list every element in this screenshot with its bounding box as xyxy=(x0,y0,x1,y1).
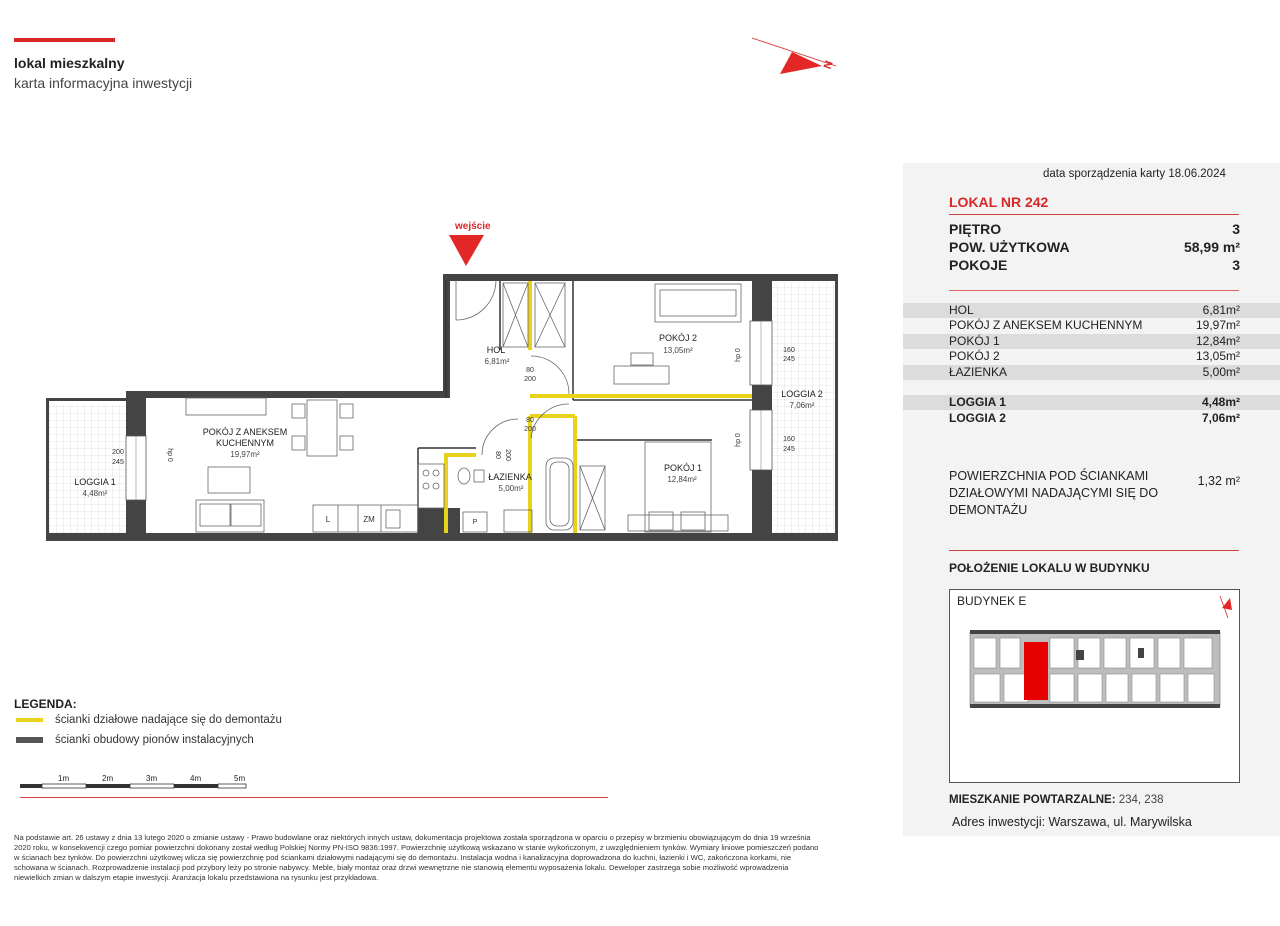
door-dim-3-h: 200 xyxy=(504,449,511,461)
pow-label: POW. UŻYTKOWA xyxy=(949,239,1070,255)
address: Adres inwestycji: Warszawa, ul. Marywilska xyxy=(952,815,1192,829)
hp-label-1: hp 0 xyxy=(735,348,742,362)
kitchen-label-p: P xyxy=(472,519,478,526)
north-arrow-icon xyxy=(752,38,836,74)
position-title: POŁOŻENIE LOKALU W BUDYNKU xyxy=(949,561,1150,575)
pokoje-value: 3 xyxy=(1232,257,1240,273)
legend-title: LEGENDA: xyxy=(14,697,77,711)
apartment-highlight xyxy=(1024,642,1048,700)
legend-swatch-gray xyxy=(16,737,43,743)
divider-line xyxy=(20,797,608,798)
room-label-pokoj1: POKÓJ 1 xyxy=(663,463,703,473)
kitchen-label-l: L xyxy=(325,515,331,524)
room-label-pokoj2: POKÓJ 2 xyxy=(658,333,698,343)
door-dim-1-h: 200 xyxy=(524,376,536,383)
room-label-lazienka: ŁAZIENKA xyxy=(488,472,532,482)
date-value: 18.06.2024 xyxy=(1168,168,1226,180)
room-area: 19,97m² xyxy=(1195,318,1240,332)
room-name: POKÓJ 1 xyxy=(949,334,1000,348)
room-area-lazienka: 5,00m² xyxy=(498,484,524,493)
loggia-name: LOGGIA 1 xyxy=(949,395,1006,409)
demountable-note: POWIERZCHNIA POD ŚCIANKAMI DZIAŁOWYMI NADAJĄCYMI SIĘ DO DEMONTAŻU xyxy=(949,469,1159,517)
entrance-label: wejście xyxy=(455,221,491,232)
room-name: HOL xyxy=(949,303,974,317)
room-area: 5,00m² xyxy=(1202,365,1240,379)
door-dim-1-w: 80 xyxy=(526,367,534,374)
door-dim-2-w: 80 xyxy=(526,417,534,424)
north-arrow-small-icon xyxy=(1220,596,1232,618)
pietro-label: PIĘTRO xyxy=(949,221,1002,237)
room-label-loggia1: LOGGIA 1 xyxy=(74,477,116,487)
divider-red-2 xyxy=(949,290,1239,291)
window-dim-2-h: 245 xyxy=(783,446,795,453)
loggia-1-area xyxy=(48,405,126,533)
pokoje-label: POKOJE xyxy=(949,257,1008,273)
room-area-hol: 6,81m² xyxy=(484,357,510,366)
date-row: data sporządzenia karty 18.06.2024 xyxy=(1043,168,1226,180)
repeat-value: 234, 238 xyxy=(1118,794,1164,806)
room-label-aneks-2: KUCHENNYM xyxy=(215,438,275,448)
door-dim-3-w: 80 xyxy=(494,451,501,459)
entrance-arrow-icon xyxy=(449,235,484,266)
scale-label-2m: 2m xyxy=(102,774,114,783)
north-label: N xyxy=(821,59,836,71)
room-name: POKÓJ 2 xyxy=(949,349,1000,363)
building-key-plan xyxy=(950,590,1237,780)
divider-red xyxy=(949,214,1239,215)
scale-bar xyxy=(20,774,246,788)
document-title: lokal mieszkalny xyxy=(14,55,125,71)
loggia-name: LOGGIA 2 xyxy=(949,411,1006,425)
door-dim-2-h: 200 xyxy=(524,426,536,433)
room-area-pokoj2: 13,05m² xyxy=(663,346,693,355)
loggia-area: 7,06m² xyxy=(1201,411,1240,425)
scale-label-1m: 1m xyxy=(58,774,70,783)
pow-value: 58,99 m² xyxy=(1183,239,1240,255)
hp-label-3: hp 0 xyxy=(166,448,173,462)
building-label: BUDYNEK E xyxy=(957,594,1027,608)
document-subtitle: karta informacyjna inwestycji xyxy=(14,75,193,91)
room-label-loggia2: LOGGIA 2 xyxy=(781,389,823,399)
divider-red-3 xyxy=(949,550,1239,551)
room-area-loggia1: 4,48m² xyxy=(82,489,108,498)
repeat-row: MIESZKANIE POWTARZALNE: 234, 238 xyxy=(949,794,1164,806)
kitchen-label-zm: ZM xyxy=(363,515,375,524)
window-dim-1-w: 160 xyxy=(783,347,795,354)
room-name: ŁAZIENKA xyxy=(949,365,1008,379)
scale-label-3m: 3m xyxy=(146,774,158,783)
room-area: 13,05m² xyxy=(1195,349,1240,363)
window-dim-3-h: 245 xyxy=(112,459,124,466)
demountable-value: 1,32 m² xyxy=(1197,474,1240,488)
lokal-number: LOKAL NR 242 xyxy=(949,194,1049,210)
pietro-value: 3 xyxy=(1232,221,1240,237)
scale-label-5m: 5m xyxy=(234,774,246,783)
loggia-area: 4,48m² xyxy=(1201,395,1240,409)
scale-label-4m: 4m xyxy=(190,774,202,783)
room-area-pokoj1: 12,84m² xyxy=(667,475,697,484)
room-area: 6,81m² xyxy=(1202,303,1240,317)
room-label-hol: HOL xyxy=(486,345,506,355)
legend-item-shaft: ścianki obudowy pionów instalacyjnych xyxy=(16,734,254,746)
room-area: 12,84m² xyxy=(1195,334,1240,348)
footnote: Na podstawie art. 26 ustawy z dnia 13 lutego 2020 o zmianie ustawy - Prawo budowlane oraz niektórych innych ustaw, dokumentacja projektowa została sporządzona w oparciu o przepisy w brzmieniu obowiązującym do dnia 19 września 2020 roku, w konsekwencji czego pomiar powierzchni dokonany został według Polskiej Normy PN-ISO 9836:1997. Powierzchnię użytkową wskazano w stanie wykończonym, z uwzględnieniem tynków. Wymiary liniowe pomieszczeń podano w ścianach bez tynków. Do powierzchni użytkowej wlicza się powierzchnię pod ściankami działowymi nadającymi się do demontażu. Instalacja wodna i kanalizacyjna doprowadzona do kuchni, łazienki i WC, zakończona korkami, nie schowana w ścianach. Rozprowadzenie instalacji pod przybory leży po stronie nabywcy. Meble, biały montaż oraz drzwi wewnętrzne nie stanowią elementu wyposażenia lokalu. Deweloper zastrzega sobie możliwość wprowadzenia niewielkich zmian w dalszym etapie inwestycji. Aranżacja lokalu przedstawiona na rysunku jest przykładowa. xyxy=(14,833,819,882)
window-dim-2-w: 160 xyxy=(783,436,795,443)
room-name: POKÓJ Z ANEKSEM KUCHENNYM xyxy=(949,318,1143,332)
room-area-aneks: 19,97m² xyxy=(230,450,260,459)
room-label-aneks-1: POKÓJ Z ANEKSEM xyxy=(202,427,288,437)
room-area-loggia2: 7,06m² xyxy=(789,401,815,410)
window-dim-3-w: 200 xyxy=(112,449,124,456)
legend-swatch-yellow xyxy=(16,718,43,722)
legend-item-demountable: ścianki działowe nadające się do demontażu xyxy=(16,714,282,726)
hp-label-2: hp 0 xyxy=(735,433,742,447)
window-dim-1-h: 245 xyxy=(783,356,795,363)
